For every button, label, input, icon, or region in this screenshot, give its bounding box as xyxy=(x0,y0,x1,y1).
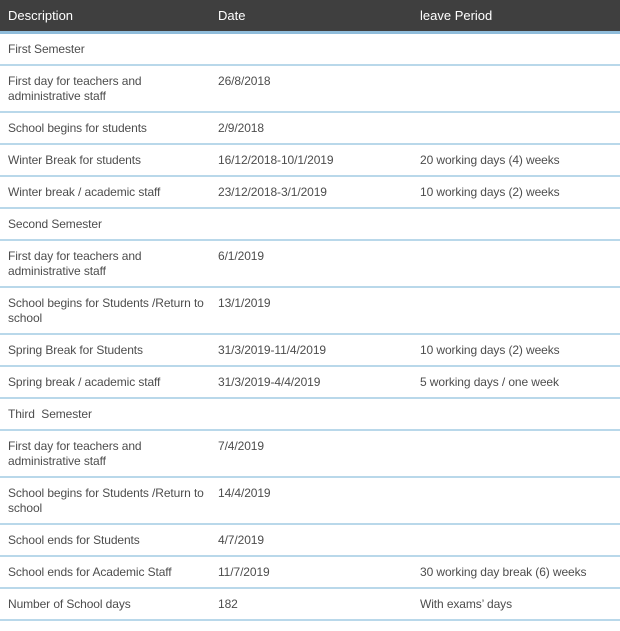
cell-date: 14/4/2019 xyxy=(210,477,412,524)
cell-leave: 10 working days (2) weeks xyxy=(412,334,620,366)
cell-description: School ends for Students xyxy=(0,524,210,556)
table-body xyxy=(0,33,620,621)
cell-leave xyxy=(412,287,620,334)
section-label: Second Semester xyxy=(0,208,620,240)
cell-description: First day for teachers and administrative staff xyxy=(0,430,210,477)
cell-date: 11/7/2019 xyxy=(210,556,412,588)
cell-leave xyxy=(412,430,620,477)
cell-leave xyxy=(412,477,620,524)
table-row xyxy=(0,366,620,398)
cell-date: 31/3/2019-11/4/2019 xyxy=(210,334,412,366)
cell-date: 13/1/2019 xyxy=(210,287,412,334)
cell-leave xyxy=(412,524,620,556)
table-row xyxy=(0,65,620,112)
cell-description: Winter break / academic staff xyxy=(0,176,210,208)
cell-leave: With exams’ days xyxy=(412,588,620,620)
table-row xyxy=(0,477,620,524)
table-row xyxy=(0,112,620,144)
section-label: First Semester xyxy=(0,33,620,66)
cell-description: School begins for Students /Return to school xyxy=(0,477,210,524)
cell-leave: 5 working days / one week xyxy=(412,366,620,398)
cell-leave: 10 working days (2) weeks xyxy=(412,176,620,208)
table-row xyxy=(0,524,620,556)
table-row xyxy=(0,588,620,620)
cell-date: 2/9/2018 xyxy=(210,112,412,144)
cell-date: 4/7/2019 xyxy=(210,524,412,556)
cell-description: First day for teachers and administrative staff xyxy=(0,240,210,287)
column-header-date: Date xyxy=(210,0,412,33)
table-row xyxy=(0,334,620,366)
cell-leave: 20 working days (4) weeks xyxy=(412,144,620,176)
cell-date: 23/12/2018-3/1/2019 xyxy=(210,176,412,208)
section-row xyxy=(0,33,620,66)
cell-description: Spring Break for Students xyxy=(0,334,210,366)
cell-date: 7/4/2019 xyxy=(210,430,412,477)
cell-leave xyxy=(412,240,620,287)
section-row xyxy=(0,208,620,240)
cell-description: Winter Break for students xyxy=(0,144,210,176)
cell-leave xyxy=(412,65,620,112)
cell-leave xyxy=(412,112,620,144)
section-label: Third Semester xyxy=(0,398,620,430)
table-header-row xyxy=(0,0,620,33)
column-header-description: Description xyxy=(0,0,210,33)
cell-date: 182 xyxy=(210,588,412,620)
cell-date: 26/8/2018 xyxy=(210,65,412,112)
cell-leave: 30 working day break (6) weeks xyxy=(412,556,620,588)
cell-description: Spring break / academic staff xyxy=(0,366,210,398)
cell-description: School begins for Students /Return to school xyxy=(0,287,210,334)
cell-description: School begins for students xyxy=(0,112,210,144)
table-row xyxy=(0,144,620,176)
table-row xyxy=(0,240,620,287)
column-header-leave-period: leave Period xyxy=(412,0,620,33)
table-header xyxy=(0,0,620,33)
cell-date: 6/1/2019 xyxy=(210,240,412,287)
cell-description: Number of School days xyxy=(0,588,210,620)
cell-description: First day for teachers and administrative staff xyxy=(0,65,210,112)
cell-date: 31/3/2019-4/4/2019 xyxy=(210,366,412,398)
section-row xyxy=(0,398,620,430)
table-row xyxy=(0,556,620,588)
table-row xyxy=(0,176,620,208)
table-row xyxy=(0,287,620,334)
table-row xyxy=(0,430,620,477)
cell-description: School ends for Academic Staff xyxy=(0,556,210,588)
cell-date: 16/12/2018-10/1/2019 xyxy=(210,144,412,176)
